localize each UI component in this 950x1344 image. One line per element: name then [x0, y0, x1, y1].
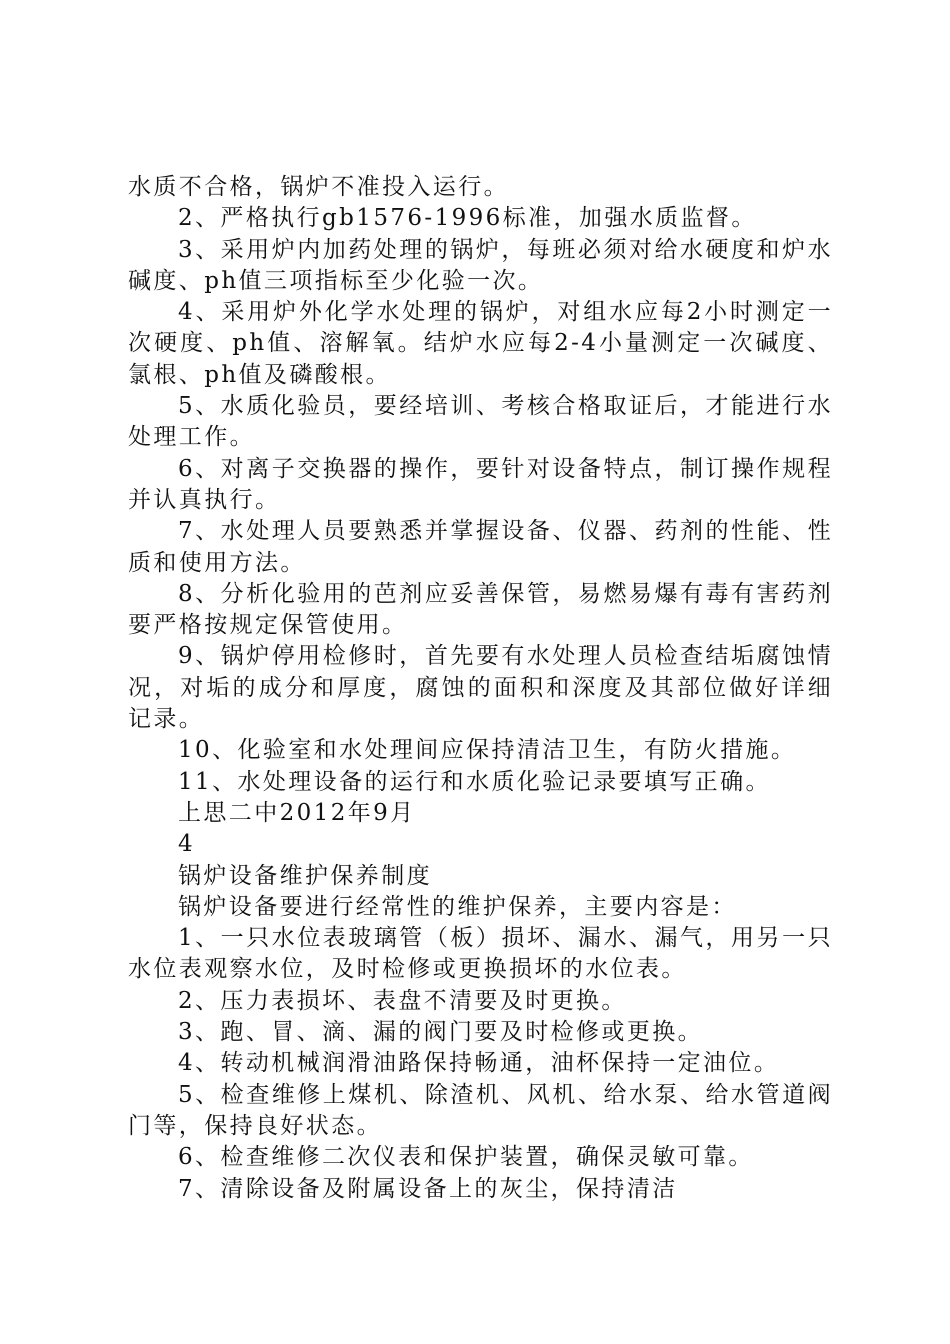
paragraph: 5、水质化验员，要经培训、考核合格取证后，才能进行水处理工作。 — [128, 393, 833, 451]
paragraph: 6、检查维修二次仪表和保护装置，确保灵敏可靠。 — [178, 1144, 754, 1171]
paragraph: 8、分析化验用的芭剂应妥善保管，易燃易爆有毒有害药剂要严格按规定保管使用。 — [128, 580, 833, 639]
paragraph: 7、水处理人员要熟悉并掌握设备、仪器、药剂的性能、性质和使用方法。 — [128, 518, 833, 576]
paragraph: 11、水处理设备的运行和水质化验记录要填写正确。 — [178, 768, 771, 795]
paragraph: 2、压力表损坏、表盘不清要及时更换。 — [178, 987, 627, 1014]
paragraph: 锅炉设备要进行经常性的维护保养，主要内容是： — [178, 893, 737, 920]
paragraph: 1、一只水位表玻璃管（板）损坏、漏水、漏气，用另一只水位表观察水位，及时检修或更换损坏的水位表。 — [128, 925, 833, 983]
section-title: 锅炉设备维护保养制度 — [178, 862, 432, 889]
page-number: 4 — [178, 831, 196, 858]
paragraph: 9、锅炉停用检修时，首先要有水处理人员检查结垢腐蚀情况，对垢的成分和厚度，腐蚀的面积和深度及其部位做好详细记录。 — [128, 643, 833, 733]
paragraph: 水质不合格，锅炉不准投入运行。 — [128, 174, 509, 200]
paragraph: 10、化验室和水处理间应保持清洁卫生，有防火措施。 — [178, 737, 797, 764]
document-body — [128, 172, 833, 1205]
paragraph: 5、检查维修上煤机、除渣机、风机、给水泵、给水管道阀门等，保持良好状态。 — [128, 1081, 833, 1139]
paragraph: 3、采用炉内加药处理的锅炉，每班必须对给水硬度和炉水碱度、ph值三项指标至少化验一次。 — [128, 236, 833, 294]
paragraph: 3、跑、冒、滴、漏的阀门要及时检修或更换。 — [178, 1019, 704, 1046]
paragraph: 2、严格执行gb1576-1996标准，加强水质监督。 — [178, 205, 757, 232]
paragraph: 7、清除设备及附属设备上的灰尘，保持清洁 — [178, 1175, 678, 1202]
paragraph: 4、采用炉外化学水处理的锅炉，对组水应每2小时测定一次硬度、ph值、溶解氧。结炉水应每2-4小量测定一次碱度、氯根、ph值及磷酸根。 — [128, 299, 833, 388]
paragraph: 4、转动机械润滑油路保持畅通，油杯保持一定油位。 — [178, 1050, 780, 1077]
paragraph: 6、对离子交换器的操作，要针对设备特点，制订操作规程并认真执行。 — [128, 455, 833, 513]
signature-line: 上思二中2012年9月 — [178, 799, 416, 826]
